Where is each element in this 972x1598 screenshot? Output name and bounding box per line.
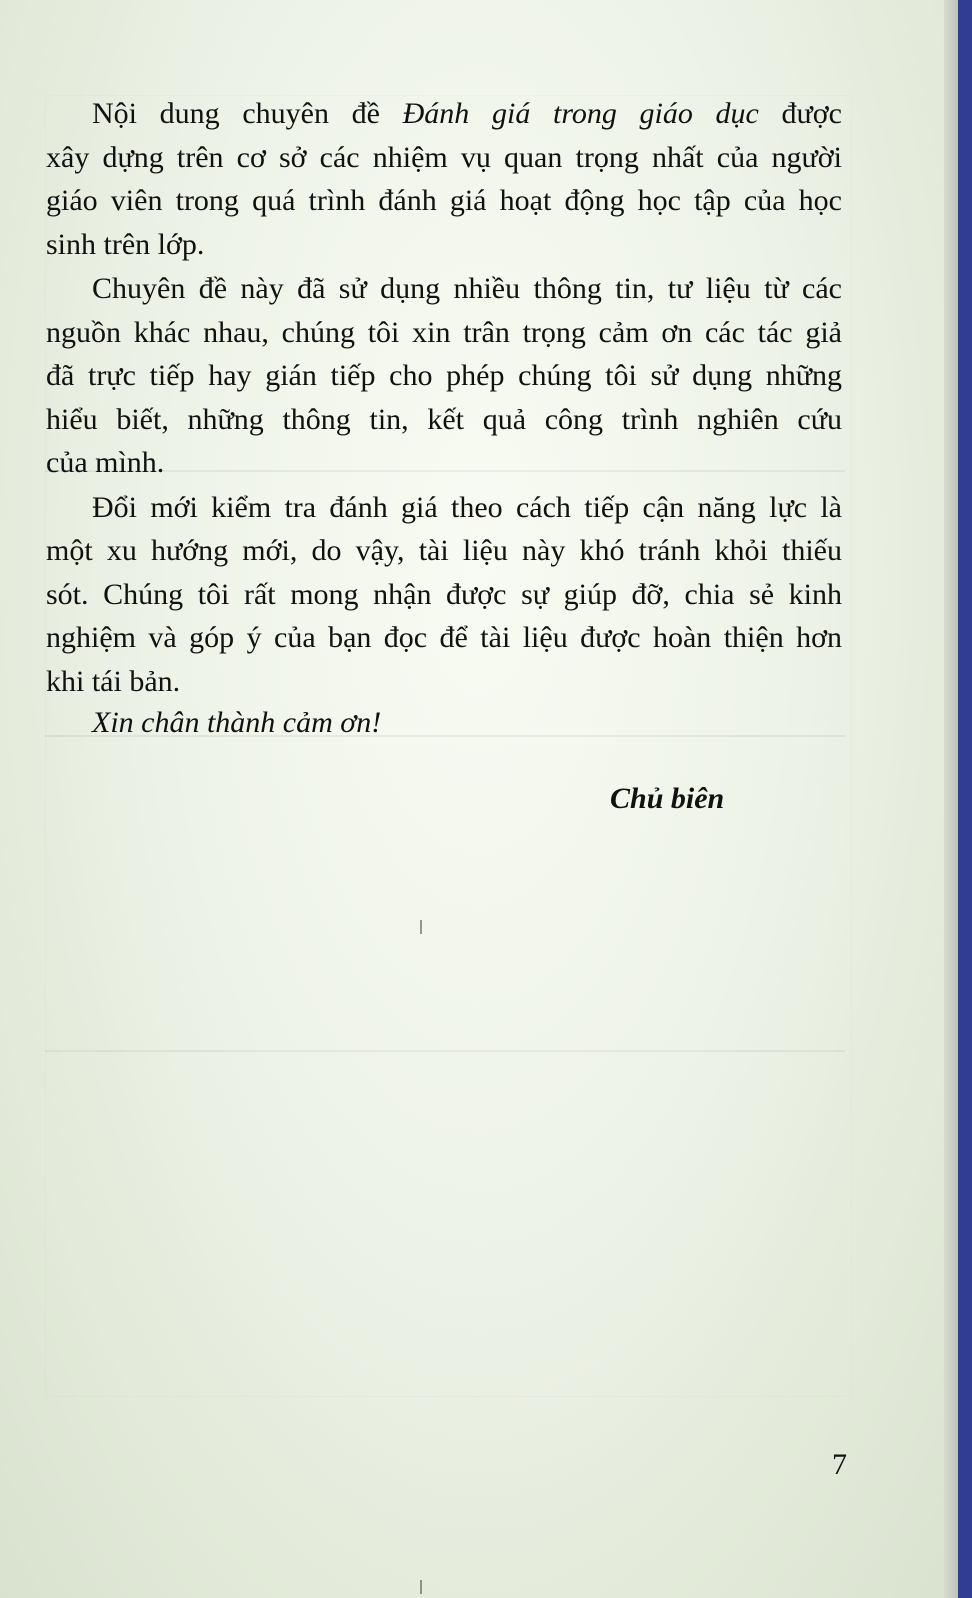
text-line: nghiệm và góp ý của bạn đọc để tài liệu được hoàn thiện hơn — [46, 621, 842, 654]
page-edge-shadow — [944, 0, 958, 1598]
text-line: Đổi mới kiểm tra đánh giá theo cách tiếp cận năng lực là — [92, 490, 842, 524]
text-line: đã trực tiếp hay gián tiếp cho phép chúng tôi sử dụng những — [46, 359, 842, 392]
paragraph-3 — [46, 486, 842, 704]
show-through-line — [45, 1050, 845, 1052]
print-mark — [420, 920, 422, 934]
text-line: một xu hướng mới, do vậy, tài liệu này khó tránh khỏi thiếu — [46, 534, 842, 567]
signature: Chủ biên — [610, 782, 725, 815]
text-line: khi tái bản. — [46, 664, 181, 698]
print-mark — [420, 1580, 422, 1594]
text-line: nguồn khác nhau, chúng tôi xin trân trọng cảm ơn các tác giả — [46, 315, 842, 349]
page-number: 7 — [832, 1448, 847, 1481]
paragraph-1 — [46, 92, 842, 266]
text-line: của mình. — [46, 446, 165, 479]
text-line: sinh trên lớp. — [46, 227, 205, 261]
paragraph-2 — [46, 267, 842, 485]
text-line: hiểu biết, những thông tin, kết quả công trình nghiên cứu — [46, 402, 842, 436]
text-line: Chuyên đề này đã sử dụng nhiều thông tin, tư liệu từ các — [92, 272, 842, 305]
text-line: xây dựng trên cơ sở các nhiệm vụ quan trọng nhất của người — [46, 140, 842, 174]
closing-thanks: Xin chân thành cảm ơn! — [92, 706, 382, 739]
topic-title: Đánh giá trong giáo dục — [402, 97, 759, 130]
text-line: Nội dung chuyên đề Đánh giá trong giáo dục được — [92, 97, 842, 130]
text-line: giáo viên trong quá trình đánh giá hoạt động học tập của học — [46, 184, 842, 217]
body-text — [46, 92, 842, 704]
text-line: sót. Chúng tôi rất mong nhận được sự giúp đỡ, chia sẻ kinh — [46, 577, 842, 611]
